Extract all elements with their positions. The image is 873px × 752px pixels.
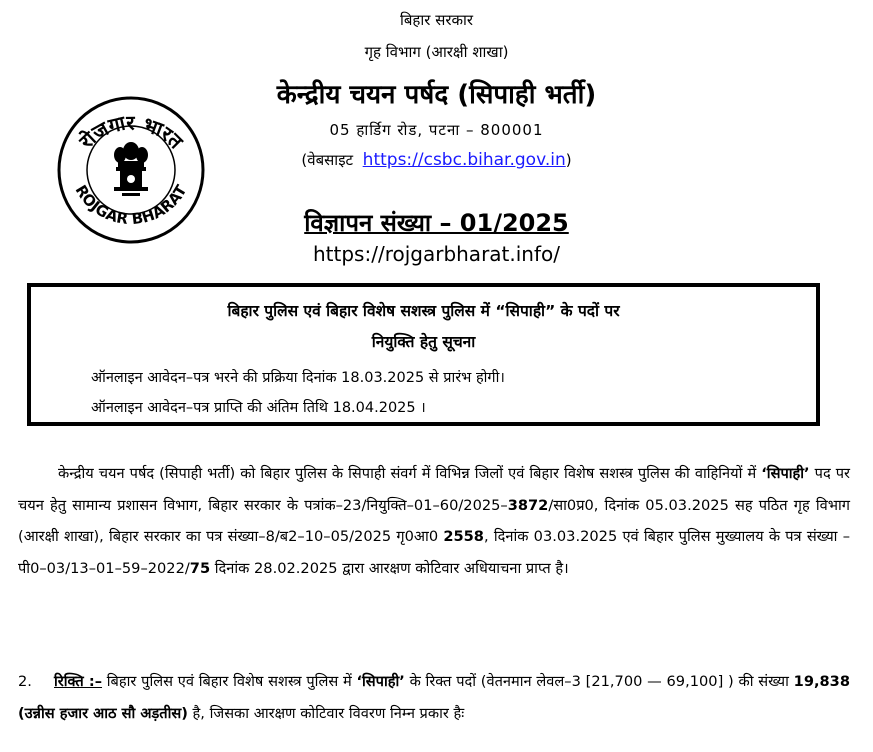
- intro-text-2: पद पर चयन हेतु सामान्य प्रशासन विभाग, बिहार सरकार के पत्रांक–23/नियुक्ति–01–60/2025–: [18, 465, 851, 514]
- intro-text-4: , दिनांक 03.03.2025 एवं बिहार पुलिस मुख्यालय के पत्र संख्या – पी0–03/13–01–59–2022/: [18, 528, 850, 577]
- intro-text-3: /सा0प्र0, दिनांक 05.03.2025 सह पठित गृह विभाग (आरक्षी शाखा), बिहार सरकार का पत्र संख्या–8/ब2–10–05/2025 गृ0आ0: [18, 496, 850, 545]
- letter-number-bold-1: 3872: [507, 496, 549, 514]
- notice-title-line1: बिहार पुलिस एवं बिहार विशेष सशस्त्र पुलिस में “सिपाही” के पदों पर: [227, 302, 620, 320]
- website-prefix: (वेबसाइट: [301, 151, 354, 169]
- department-name: गृह विभाग (आरक्षी शाखा): [364, 43, 509, 61]
- section-number: 2.: [18, 673, 32, 690]
- vacancy-text-1: बिहार पुलिस एवं बिहार विशेष सशस्त्र पुलिस में: [102, 673, 357, 690]
- vacancy-paragraph: [18, 666, 850, 729]
- intro-text-5: दिनांक 28.02.2025 द्वारा आरक्षण कोटिवार अधियाचना प्राप्त है।: [210, 559, 569, 577]
- application-last-date: ऑनलाइन आवेदन–पत्र प्राप्ति की अंतिम तिथि 18.04.2025 ।: [91, 400, 426, 416]
- vacancy-text-2: के रिक्त पदों (वेतनमान लेवल–3 [21,700 — 69,100] ) की संख्या: [404, 673, 794, 690]
- post-name-bold: ‘सिपाही’: [761, 465, 810, 482]
- ashoka-emblem-icon: [114, 142, 148, 196]
- letter-number-bold-2: 2558: [443, 528, 484, 545]
- vacancy-heading: रिक्ति :–: [54, 673, 103, 690]
- rojgar-bharat-stamp: [56, 95, 206, 245]
- vacancy-post-bold: ‘सिपाही’: [356, 673, 405, 690]
- stamp-text-top: रोजगार भारत: [74, 110, 188, 154]
- vacancy-text-3: है, जिसका आरक्षण कोटिवार विवरण निम्न प्रकार हैः: [187, 704, 465, 722]
- website-suffix: ): [565, 151, 572, 169]
- letter-number-bold-3: 75: [189, 559, 211, 577]
- application-start-date: ऑनलाइन आवेदन–पत्र भरने की प्रक्रिया दिनांक 18.03.2025 से प्रारंभ होगी।: [91, 370, 505, 386]
- stamp-text-bottom: ROJGAR BHARAT: [71, 181, 191, 229]
- intro-text-1: केन्द्रीय चयन पर्षद (सिपाही भर्ती) को बिहार पुलिस के सिपाही संवर्ग में विभिन्न जिलों एवं बिहार विशेष सशस्त्र पुलिस की वाहिनियों में: [58, 465, 762, 482]
- source-url: https://rojgarbharat.info/: [313, 242, 560, 266]
- government-name: बिहार सरकार: [399, 11, 474, 29]
- advertisement-number-text: विज्ञापन संख्या – 01/2025: [304, 209, 569, 237]
- board-address: 05 हार्डिग रोड, पटना – 800001: [329, 121, 544, 139]
- notice-title-line2: नियुक्ति हेतु सूचना: [371, 333, 476, 351]
- vacancy-count-bold: 19,838 (उन्नीस हजार आठ सौ अड़तीस): [18, 673, 850, 722]
- notice-box: [27, 283, 820, 426]
- website-link[interactable]: https://csbc.bihar.gov.in: [362, 150, 566, 170]
- intro-paragraph: [18, 458, 850, 584]
- board-title: केन्द्रीय चयन पर्षद (सिपाही भर्ती): [276, 80, 597, 110]
